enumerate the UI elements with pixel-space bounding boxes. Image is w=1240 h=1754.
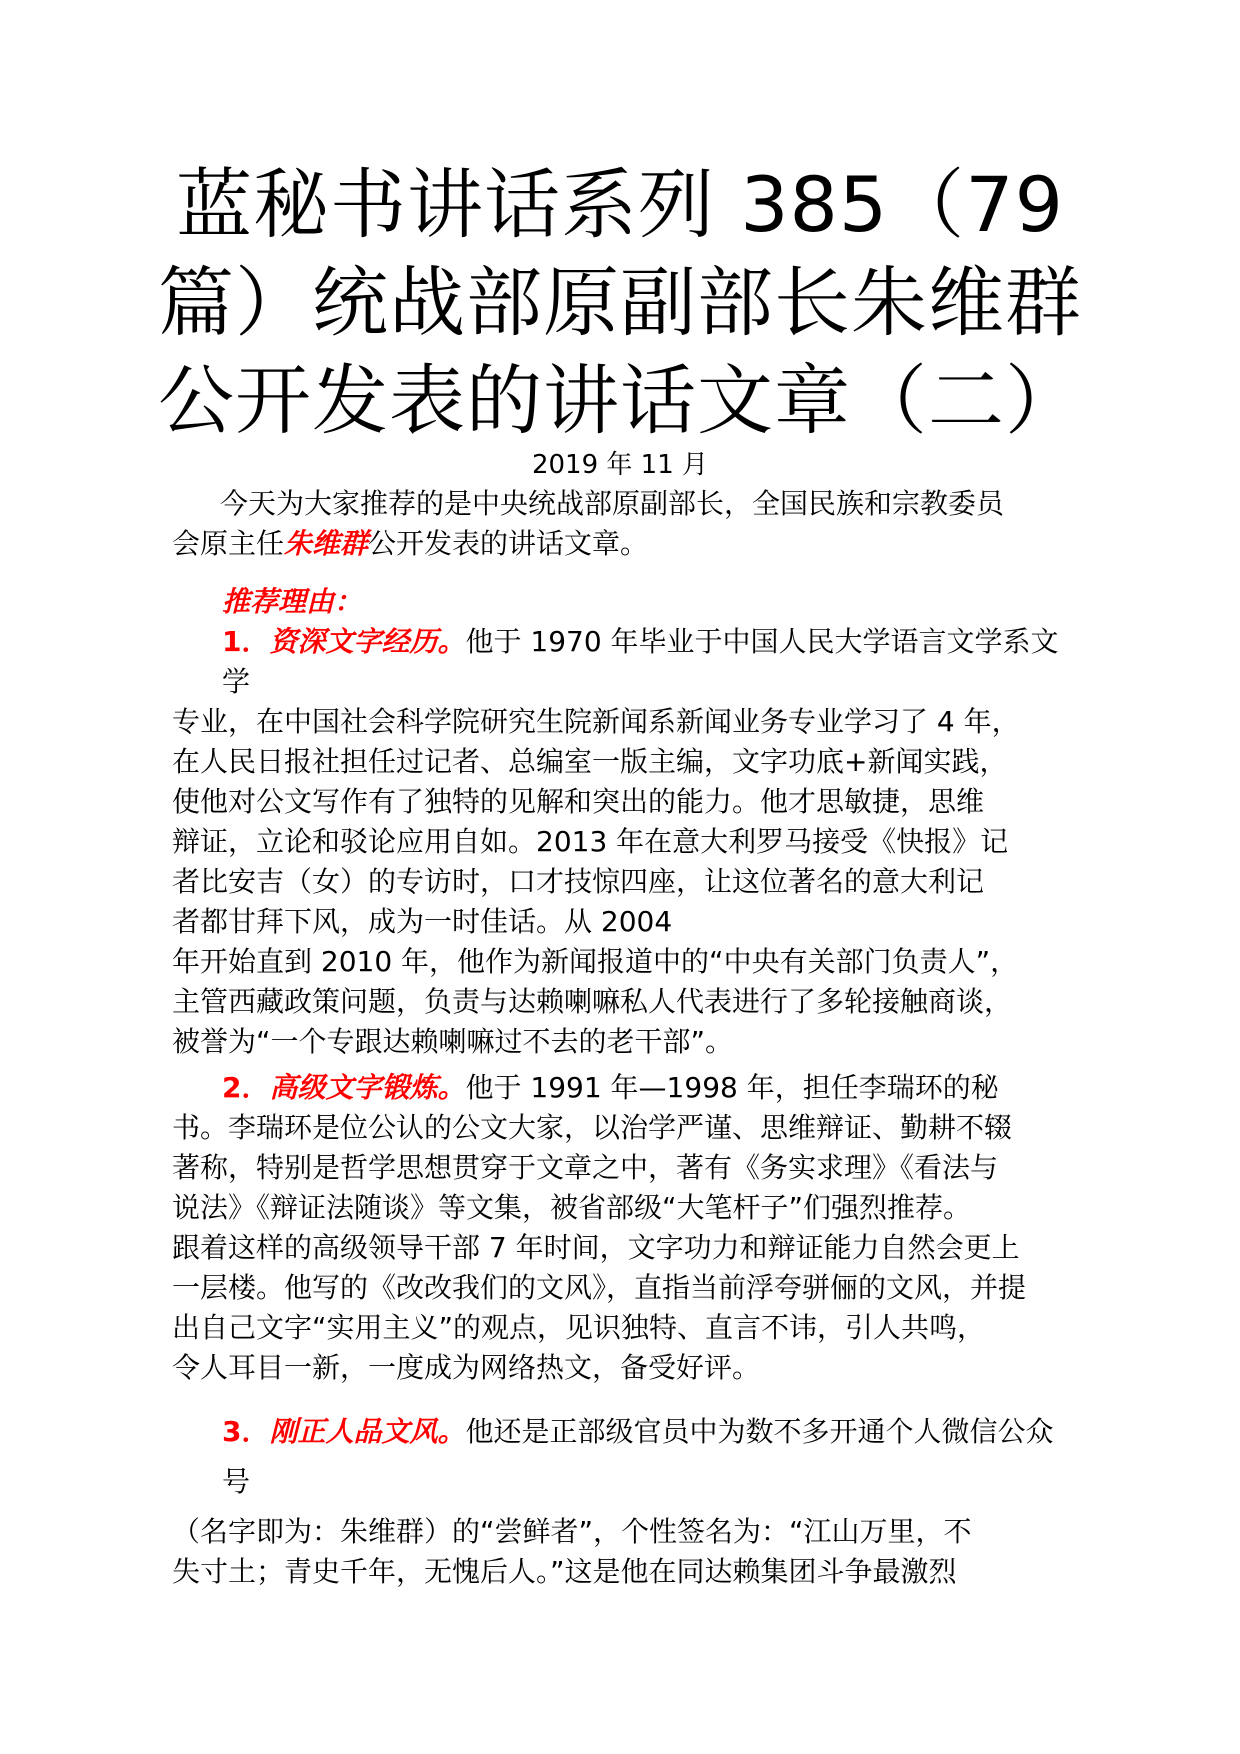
reason3-line: （名字即为：朱维群）的“尝鲜者”，个性签名为：“江山万里，不 bbox=[172, 1515, 972, 1548]
reasons-heading: 推荐理由： bbox=[222, 585, 363, 618]
reason2-line: 书。李瑞环是位公认的公文大家，以治学严谨、思维辩证、勤耕不辍 bbox=[172, 1111, 1013, 1144]
reason2-line: 说法》《辩证法随谈》等文集，被省部级“大笔杆子”们强烈推荐。 bbox=[172, 1191, 972, 1224]
reason2-line: 出自己文字“实用主义”的观点，见识独特、直言不讳，引人共鸣， bbox=[172, 1311, 986, 1344]
reason1-line: 年开始直到 2010 年，他作为新闻报道中的“中央有关部门负责人”， bbox=[172, 945, 1019, 978]
reason3-first-line bbox=[222, 1412, 1054, 1452]
reason2-number: 2． bbox=[222, 1071, 270, 1104]
reason2-first-text: 他于 1991 年—1998 年，担任李瑞环的秘 bbox=[465, 1071, 999, 1104]
reason1-line: 使他对公文写作有了独特的见解和突出的能力。他才思敏捷，思维 bbox=[172, 785, 985, 818]
reason3-line: 失寸土；青史千年，无愧后人。”这是他在同达赖集团斗争最激烈 bbox=[172, 1555, 957, 1588]
reason1-wrap-char: 学 bbox=[222, 665, 251, 698]
reason1-line: 者都甘拜下风，成为一时佳话。从 2004 bbox=[172, 905, 673, 938]
intro-line-2 bbox=[172, 524, 648, 564]
document-title: 蓝秘书讲话系列 385（79 篇）统战部原副部长朱维群公开发表的讲话文章（二） bbox=[158, 160, 1082, 445]
reason1-line: 专业，在中国社会科学院研究生院新闻系新闻业务专业学习了 4 年， bbox=[172, 705, 1020, 738]
reason2-line: 令人耳目一新，一度成为网络热文，备受好评。 bbox=[172, 1351, 761, 1384]
reason1-heading: 资深文字经历。 bbox=[269, 625, 466, 658]
reason2-line: 著称，特别是哲学思想贯穿于文章之中，著有《务实求理》《看法与 bbox=[172, 1151, 999, 1184]
reason3-wrap-char: 号 bbox=[222, 1465, 251, 1498]
reason3-first-text: 他还是正部级官员中为数不多开通个人微信公众 bbox=[465, 1415, 1054, 1448]
intro-text-after: 公开发表的讲话文章。 bbox=[368, 527, 649, 560]
reason1-line: 被誉为“一个专跟达赖喇嘛过不去的老干部”。 bbox=[172, 1025, 734, 1058]
reason1-line: 者比安吉（女）的专访时，口才技惊四座，让这位著名的意大利记 bbox=[172, 865, 985, 898]
reason2-line: 一层楼。他写的《改改我们的文风》，直指当前浮夸骈俪的文风，并提 bbox=[172, 1271, 1027, 1304]
reason1-line: 主管西藏政策问题，负责与达赖喇嘛私人代表进行了多轮接触商谈， bbox=[172, 985, 1013, 1018]
reason1-number: 1． bbox=[222, 625, 270, 658]
reason2-heading: 高级文字锻炼。 bbox=[269, 1071, 466, 1104]
reason3-number: 3． bbox=[222, 1415, 270, 1448]
reason1-first-line bbox=[222, 622, 1059, 662]
reason1-first-text: 他于 1970 年毕业于中国人民大学语言文学系文 bbox=[465, 625, 1059, 658]
reason2-line: 跟着这样的高级领导干部 7 年时间，文字功力和辩证能力自然会更上 bbox=[172, 1231, 1020, 1264]
intro-text-before: 会原主任 bbox=[172, 527, 285, 560]
document-date: 2019 年 11 月 bbox=[531, 450, 709, 480]
reason3-heading: 刚正人品文风。 bbox=[269, 1415, 466, 1448]
intro-line-1: 今天为大家推荐的是中央统战部原副部长，全国民族和宗教委员 bbox=[220, 487, 1005, 520]
reason1-line: 在人民日报社担任过记者、总编室一版主编，文字功底+新闻实践， bbox=[172, 745, 1008, 778]
reason1-line: 辩证，立论和驳论应用自如。2013 年在意大利罗马接受《快报》记 bbox=[172, 825, 1009, 858]
highlighted-name: 朱维群 bbox=[284, 527, 369, 560]
reason2-first-line bbox=[222, 1068, 999, 1108]
